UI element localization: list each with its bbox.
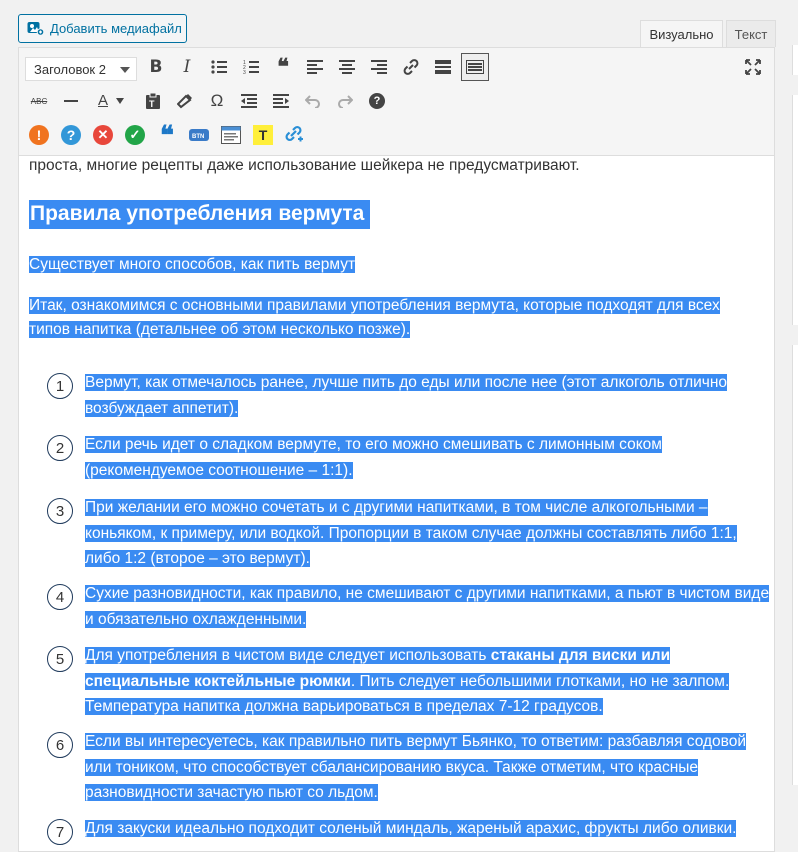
chevron-down-icon [120,67,130,73]
list-item-text [85,816,774,842]
add-media-button[interactable] [18,14,187,43]
align-center-icon[interactable] [333,53,361,81]
format-select-value: Заголовок 2 [34,61,106,77]
tab-visual[interactable]: Визуально [640,20,723,48]
list-item-text [85,729,774,806]
list-item-text-span: Если речь идет о сладком вермуте, то его можно смешивать с лимонным соком (рекомендуемое соотношение – 1:1). [85,436,662,479]
section-heading [29,202,370,226]
list-number: 7 [47,819,73,845]
special-character-icon[interactable]: Ω [210,91,224,110]
paragraph-1-text: Существует много способов, как пить вермут [29,256,356,273]
svg-text:3: 3 [243,70,246,74]
sidebar-edge [792,345,798,785]
align-right-icon[interactable] [365,53,393,81]
error-icon[interactable]: ✕ [89,121,117,149]
undo-icon[interactable] [299,87,327,115]
svg-text:1: 1 [243,60,246,66]
editor [18,47,775,852]
intro-paragraph: проста, многие рецепты даже использование шейкера не предусматривают. [29,157,580,174]
paragraph-2 [29,294,759,342]
format-select[interactable] [25,57,137,81]
strikethrough-icon[interactable]: ABC [30,96,48,106]
text-color-icon[interactable]: A [97,92,108,109]
paragraph-2-text: Итак, ознакомимся с основными правилами употребления вермута, которые подходят для всех типов напитка (детальнее об этом несколько позже). [29,297,720,338]
svg-text:2: 2 [243,65,246,71]
list-number: 4 [47,584,73,610]
list-number: 1 [47,373,73,399]
help-icon[interactable]: ? [363,87,391,115]
link-icon[interactable] [397,53,425,81]
bold-text: стаканы для виски или специальные коктейльные рюмки [85,647,671,690]
list-item-text-span: . Пить следует небольшими глотками, но не залпом. Температура напитка должна варьироваться в пределах 7-12 градусов. [85,672,730,715]
success-icon[interactable]: ✓ [121,121,149,149]
horizontal-line-icon[interactable] [57,87,85,115]
toolbar-toggle-icon[interactable] [461,53,489,81]
redo-icon[interactable] [331,87,359,115]
fullscreen-icon[interactable] [739,53,767,81]
question-icon[interactable]: ? [57,121,85,149]
outdent-icon[interactable] [235,87,263,115]
italic-icon[interactable]: I [183,57,191,77]
paste-text-icon[interactable] [139,87,167,115]
numbered-list-icon[interactable] [237,53,265,81]
table-icon[interactable] [217,121,245,149]
blockquote-icon[interactable]: ❝ [277,54,289,79]
highlight-icon[interactable]: T [249,121,277,149]
sidebar-edge [792,95,798,325]
list-item-text [85,370,774,421]
toolbar-row-3 [19,121,774,153]
warning-icon[interactable]: ! [25,121,53,149]
list-number: 5 [47,646,73,672]
tab-text[interactable]: Текст [726,20,776,47]
heading-text: Правила употребления вермута [29,200,370,229]
media-icon [27,21,44,36]
list-item-text-span: Если вы интересуетесь, как правильно пить вермут Бьянко, то ответим: разбавляя содовой или тоником, что способствует сбалансированию вкуса. Также отметим, что красные разновидности зачастую пьют со льдом. [85,733,746,801]
list-item-text [85,495,774,572]
svg-text:T: T [149,99,155,109]
list-number: 3 [47,498,73,524]
list-item-text-span: При желании его можно сочетать и с другими напитками, в том числе алкогольными – коньяком, к примеру, или водкой. Пропорции в таком случае должны составлять либо 1:1, либо 1:2 (второе – это вермут). [85,499,737,567]
clear-formatting-icon[interactable] [171,87,199,115]
link-chain-icon[interactable] [281,121,309,149]
editor-toolbar [19,48,774,156]
sidebar-edge [792,45,798,75]
bullet-list-icon[interactable] [205,53,233,81]
quote-icon[interactable]: ❝ [160,119,174,150]
toolbar-row-2 [19,87,774,119]
svg-text:BTN: BTN [192,134,205,140]
list-item-text [85,581,774,632]
editor-content[interactable] [19,156,774,852]
list-item-text [85,643,774,720]
paragraph-1 [29,256,355,274]
list-item-text [85,432,774,483]
read-more-icon[interactable] [429,53,457,81]
list-item-text-span: Для закуски идеально подходит соленый миндаль, жареный арахис, фрукты либо оливки. [85,820,737,837]
list-number: 2 [47,435,73,461]
button-icon[interactable] [185,121,213,149]
list-item-text-span: Вермут, как отмечалось ранее, лучше пить до еды или после нее (этот алкоголь отлично возбуждает аппетит). [85,374,728,417]
chevron-down-icon[interactable] [113,87,127,115]
indent-icon[interactable] [267,87,295,115]
align-left-icon[interactable] [301,53,329,81]
bold-icon[interactable]: B [149,57,163,77]
list-item-text-span: Для употребления в чистом виде следует использовать [85,647,491,664]
list-number: 6 [47,732,73,758]
list-item-text-span: Сухие разновидности, как правило, не смешивают с другими напитками, а пьют в чистом виде и обязательно охлажденными. [85,585,770,628]
toolbar-row-1 [19,53,774,85]
add-media-label: Добавить медиафайл [50,21,182,36]
